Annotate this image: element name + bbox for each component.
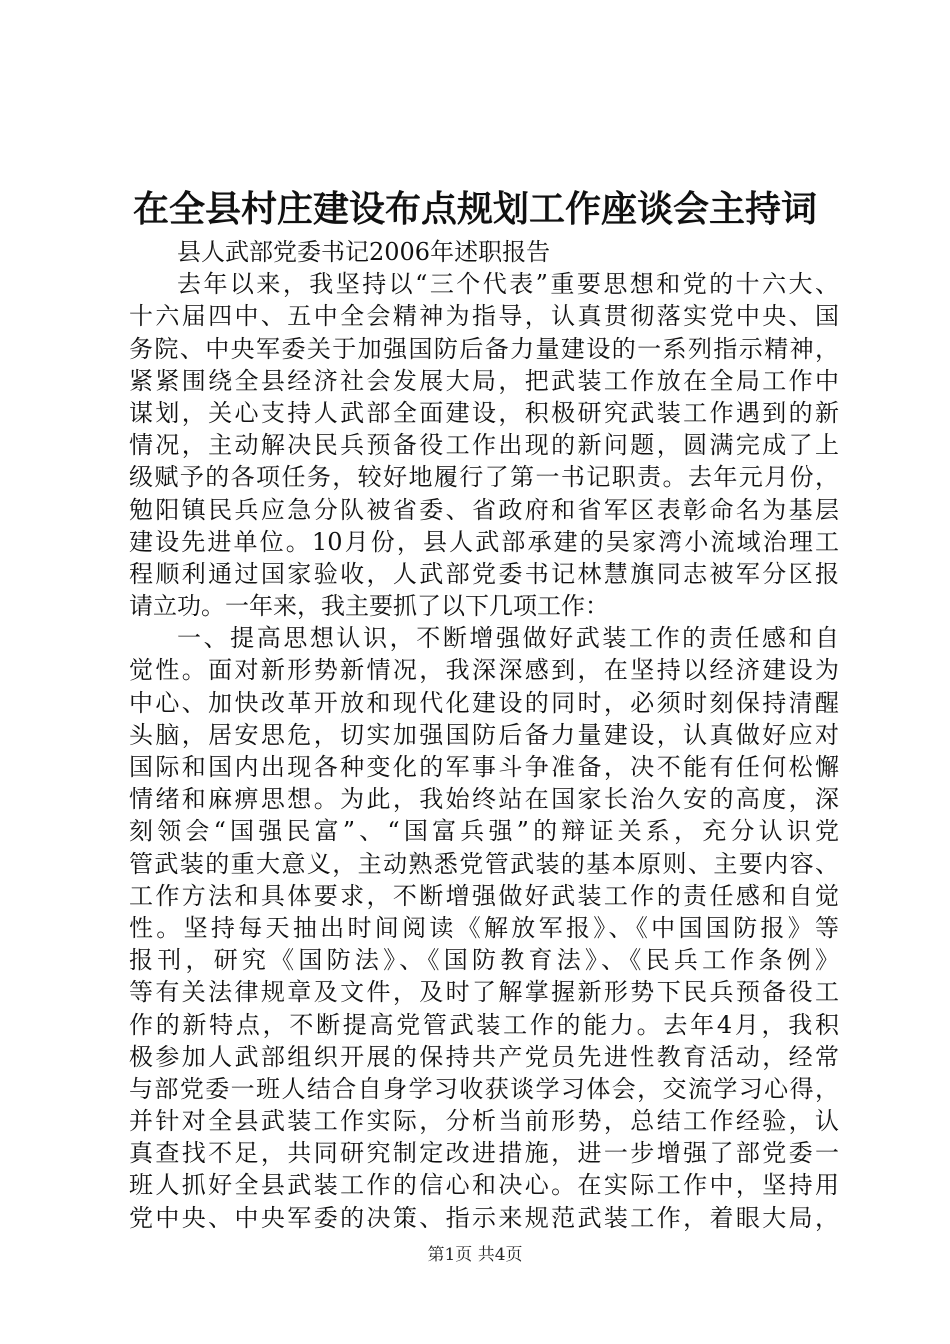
body-line: 谋划，关心支持人武部全面建设，积极研究武装工作遇到的新 [129, 398, 839, 427]
body-line: 班人抓好全县武装工作的信心和决心。在实际工作中，坚持用 [129, 1171, 839, 1200]
body-line: 程顺利通过国家验收，人武部党委书记林慧旗同志被军分区报 [129, 559, 839, 588]
body-line: 去年以来，我坚持以“三个代表”重要思想和党的十六大、 [177, 270, 839, 299]
body-line: 中心、加快改革开放和现代化建设的同时，必须时刻保持清醒 [129, 688, 839, 717]
body-line: 勉阳镇民兵应急分队被省委、省政府和省军区表彰命名为基层 [129, 495, 839, 524]
body-line: 党中央、中央军委的决策、指示来规范武装工作，着眼大局， [129, 1203, 839, 1232]
body-line: 工作方法和具体要求，不断增强做好武装工作的责任感和自觉 [129, 881, 839, 910]
body-line: 级赋予的各项任务，较好地履行了第一书记职责。去年元月份， [129, 463, 839, 492]
body-line: 请立功。一年来，我主要抓了以下几项工作： [129, 592, 609, 621]
body-line: 一、提高思想认识，不断增强做好武装工作的责任感和自 [177, 624, 839, 653]
body-line: 极参加人武部组织开展的保持共产党员先进性教育活动，经常 [129, 1042, 839, 1071]
document-title: 在全县村庄建设布点规划工作座谈会主持词 [132, 189, 817, 230]
body-line: 务院、中央军委关于加强国防后备力量建设的一系列指示精神， [129, 334, 839, 363]
body-line: 性。坚持每天抽出时间阅读《解放军报》、《中国国防报》等 [129, 913, 839, 942]
body-line: 觉性。面对新形势新情况，我深深感到，在坚持以经济建设为 [129, 656, 839, 685]
body-line: 紧紧围绕全县经济社会发展大局，把武装工作放在全局工作中 [129, 366, 839, 395]
body-line: 情绪和麻痹思想。为此，我始终站在国家长治久安的高度，深 [129, 785, 839, 814]
page-footer: 第1页 共4页 [427, 1245, 523, 1265]
body-line: 建设先进单位。10月份，县人武部承建的吴家湾小流域治理工 [129, 527, 839, 556]
body-line: 刻领会“国强民富”、“国富兵强”的辩证关系，充分认识党 [129, 817, 839, 846]
body-line: 情况，主动解决民兵预备役工作出现的新问题，圆满完成了上 [129, 431, 839, 460]
body-line: 头脑，居安思危，切实加强国防后备力量建设，认真做好应对 [129, 720, 839, 749]
body-line: 作的新特点，不断提高党管武装工作的能力。去年4月，我积 [129, 1010, 839, 1039]
body-line: 真查找不足，共同研究制定改进措施，进一步增强了部党委一 [129, 1139, 839, 1168]
body-line: 并针对全县武装工作实际，分析当前形势，总结工作经验，认 [129, 1107, 839, 1136]
body-line: 等有关法律规章及文件，及时了解掌握新形势下民兵预备役工 [129, 978, 839, 1007]
body-line: 管武装的重大意义，主动熟悉党管武装的基本原则、主要内容、 [129, 849, 839, 878]
body-line: 国际和国内出现各种变化的军事斗争准备，决不能有任何松懈 [129, 753, 839, 781]
body-line: 与部党委一班人结合自身学习收获谈学习体会，交流学习心得， [129, 1074, 839, 1103]
body-line: 报刊，研究《国防法》、《国防教育法》、《民兵工作条例》 [129, 946, 839, 975]
body-line: 十六届四中、五中全会精神为指导，认真贯彻落实党中央、国 [129, 302, 839, 331]
body-line: 县人武部党委书记2006年述职报告 [177, 238, 551, 266]
document-body [129, 236, 839, 1234]
